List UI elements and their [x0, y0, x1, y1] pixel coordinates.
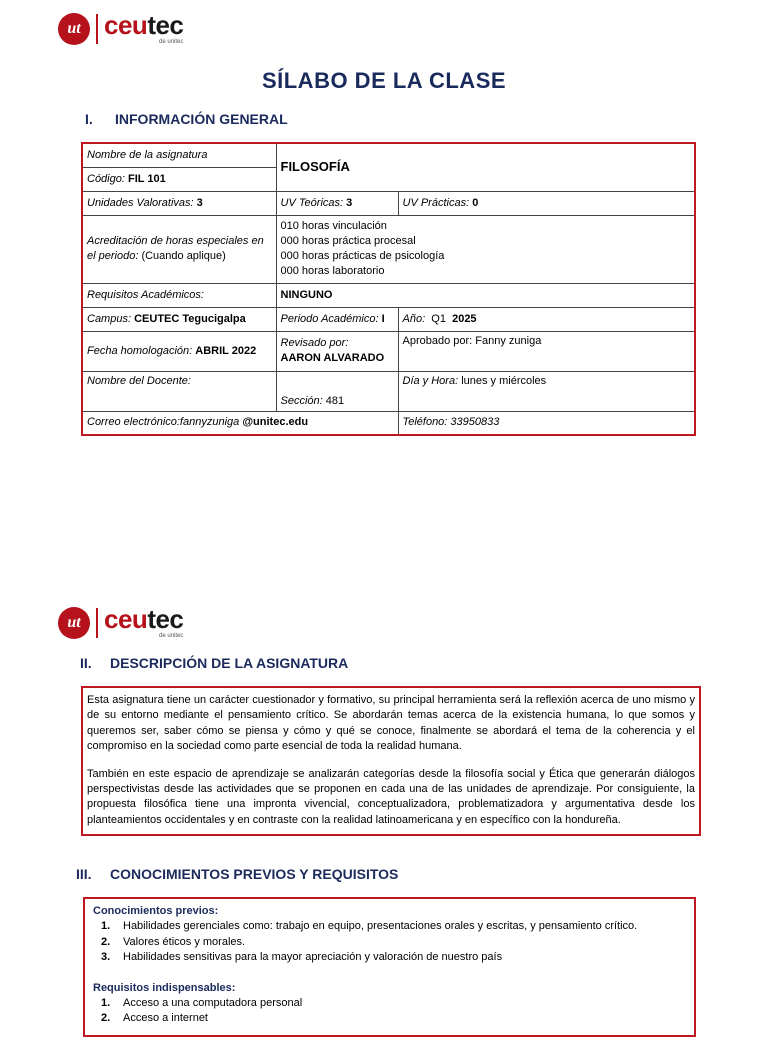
previos-list	[93, 919, 686, 965]
uvp-value: 0	[472, 196, 479, 209]
logo-brand-b: tec	[147, 604, 184, 634]
horas-cell	[276, 215, 695, 283]
list-number: 3.	[101, 951, 111, 964]
descripcion-paragraph: También en este espacio de aprendizaje se analizarán categorías desde la filosofía social y Ética que generarán diálogos perspectivistas desde las actividades que se proponen en cada una de las unidades de aprendizaje. Por consiguiente, la propuesta filosófica tiene una impronta vivencial, conceptualizadora, problematizadora y argumentativa desde los planteamientos occidentales y en contraste con la realidad latinoamericana y en específico con la hondureña.	[87, 767, 695, 826]
diahora-cell	[398, 371, 695, 411]
docente-label: Nombre del Docente:	[87, 374, 191, 387]
list-text: Valores éticos y morales.	[123, 935, 246, 948]
page-title: SÍLABO DE LA CLASE	[261, 68, 507, 93]
logo-brand-b: tec	[147, 10, 184, 40]
section-title: INFORMACIÓN GENERAL	[115, 111, 288, 127]
seccion-cell	[276, 371, 398, 411]
req-value-cell	[276, 283, 695, 307]
uv-value: 3	[196, 196, 203, 209]
list-text: Habilidades gerenciales como: trabajo en equipo, presentaciones orales y escritas, y pensamiento crítico.	[123, 920, 638, 933]
logo-wordmark	[104, 606, 183, 639]
homolog-label: Fecha homologación:	[87, 344, 193, 357]
asignatura-label-cell	[82, 143, 276, 167]
uvt-value: 3	[346, 196, 353, 209]
uv-label: Unidades Valorativas:	[87, 196, 194, 209]
diahora-value: lunes y miércoles	[461, 374, 547, 387]
codigo-value: FIL 101	[127, 172, 166, 185]
section-number: II.	[80, 655, 92, 671]
req-label: Requisitos Académicos:	[87, 288, 204, 301]
section-heading-1	[85, 111, 288, 127]
descripcion-box	[81, 686, 701, 836]
correo-domain: @unitec.edu	[242, 416, 309, 429]
ut-logo-icon: ut	[58, 607, 90, 639]
anio-cell	[398, 307, 695, 331]
acred-label: Acreditación de horas especiales en el periodo:	[87, 235, 264, 262]
correo-cell	[82, 411, 398, 435]
list-item	[93, 1011, 686, 1026]
seccion-label: Sección:	[280, 394, 323, 407]
periodo-cell	[276, 307, 398, 331]
previos-title: Conocimientos previos:	[93, 905, 219, 917]
ceutec-logo	[58, 606, 183, 639]
uv-cell	[82, 191, 276, 215]
horas-line: 000 horas práctica procesal	[280, 235, 416, 248]
campus-cell	[82, 307, 276, 331]
logo-wordmark	[104, 12, 183, 45]
aprobado-cell	[398, 331, 695, 371]
seccion-value: 481	[325, 394, 345, 407]
list-number: 2.	[101, 935, 111, 948]
codigo-label: Código:	[87, 172, 125, 185]
docente-cell	[82, 371, 276, 411]
homolog-value: ABRIL 2022	[195, 344, 257, 357]
horas-line: 000 horas prácticas de psicología	[280, 250, 445, 262]
conocimientos-box	[83, 897, 696, 1037]
periodo-label: Periodo Académico:	[280, 312, 379, 325]
req-cell	[82, 283, 276, 307]
logo-separator	[96, 608, 98, 638]
section-title: DESCRIPCIÓN DE LA ASIGNATURA	[110, 655, 349, 671]
asignatura-value-cell	[276, 143, 695, 191]
homolog-cell	[82, 331, 276, 371]
revisado-value: AARON ALVARADO	[280, 352, 385, 364]
list-item	[93, 950, 686, 965]
section-heading-2	[80, 655, 348, 671]
info-table	[81, 142, 696, 436]
requisitos-title: Requisitos indispensables:	[93, 981, 236, 994]
list-number: 2.	[101, 1012, 111, 1025]
campus-label: Campus:	[87, 312, 132, 325]
list-text: Acceso a una computadora personal	[123, 996, 303, 1009]
ut-logo-icon: ut	[58, 13, 90, 45]
aprobado-text: Aprobado por: Fanny zuniga	[402, 334, 542, 347]
revisado-label: Revisado por:	[280, 337, 349, 350]
req-value: NINGUNO	[280, 288, 333, 301]
acred-note: (Cuando aplique)	[141, 250, 226, 262]
correo-label: Correo electrónico:fannyzuniga	[87, 416, 240, 429]
ceutec-logo	[58, 12, 183, 45]
list-item	[93, 919, 686, 934]
logo-sub: de unitec	[159, 633, 184, 639]
horas-line: 010 horas vinculación	[280, 220, 387, 233]
descripcion-paragraph: Esta asignatura tiene un carácter cuestionador y formativo, su principal herramienta será la reflexión acerca de uno mismo y de su entorno mediante el pensamiento crítico. Se abordarán temas acerca de la existencia humana, lo que somos y queremos ser, saber cómo se piensa y cómo y qué se conoce, finalmente se abordará el tema de la coherencia y el compromiso en la sociedad como parte esencial de toda la realidad humana.	[87, 694, 695, 753]
list-text: Acceso a internet	[123, 1012, 208, 1025]
revisado-cell	[276, 331, 398, 371]
section-title: CONOCIMIENTOS PREVIOS Y REQUISITOS	[110, 866, 399, 882]
list-number: 1.	[101, 996, 111, 1009]
logo-separator	[96, 14, 98, 44]
anio-q: Q1	[431, 312, 446, 325]
section-number: I.	[85, 111, 93, 127]
list-number: 1.	[101, 920, 111, 933]
list-text: Habilidades sensitivas para la mayor apreciación y valoración de nuestro país	[123, 951, 503, 964]
periodo-value: I	[381, 312, 385, 325]
uvp-label: UV Prácticas:	[402, 196, 470, 209]
uvt-cell	[276, 191, 398, 215]
telefono-label: Teléfono: 33950833	[402, 416, 500, 429]
list-item	[93, 935, 686, 950]
codigo-cell	[82, 167, 276, 191]
asignatura-label: Nombre de la asignatura	[87, 148, 208, 161]
logo-brand-a: ceu	[104, 10, 148, 40]
section-heading-3	[76, 866, 398, 882]
list-item	[93, 996, 686, 1011]
logo-brand-a: ceu	[104, 604, 148, 634]
uvp-cell	[398, 191, 695, 215]
acred-cell	[82, 215, 276, 283]
horas-line: 000 horas laboratorio	[280, 264, 385, 277]
diahora-label: Día y Hora:	[402, 374, 459, 387]
asignatura-value: FILOSOFÍA	[280, 159, 350, 175]
uvt-label: UV Teóricas:	[280, 196, 344, 209]
anio-label: Año:	[402, 312, 426, 325]
logo-sub: de unitec	[159, 39, 184, 45]
section-number: III.	[76, 866, 92, 882]
campus-value: CEUTEC Tegucigalpa	[134, 312, 246, 325]
telefono-cell	[398, 411, 695, 435]
anio-value: 2025	[452, 312, 477, 325]
requisitos-list	[93, 996, 686, 1027]
